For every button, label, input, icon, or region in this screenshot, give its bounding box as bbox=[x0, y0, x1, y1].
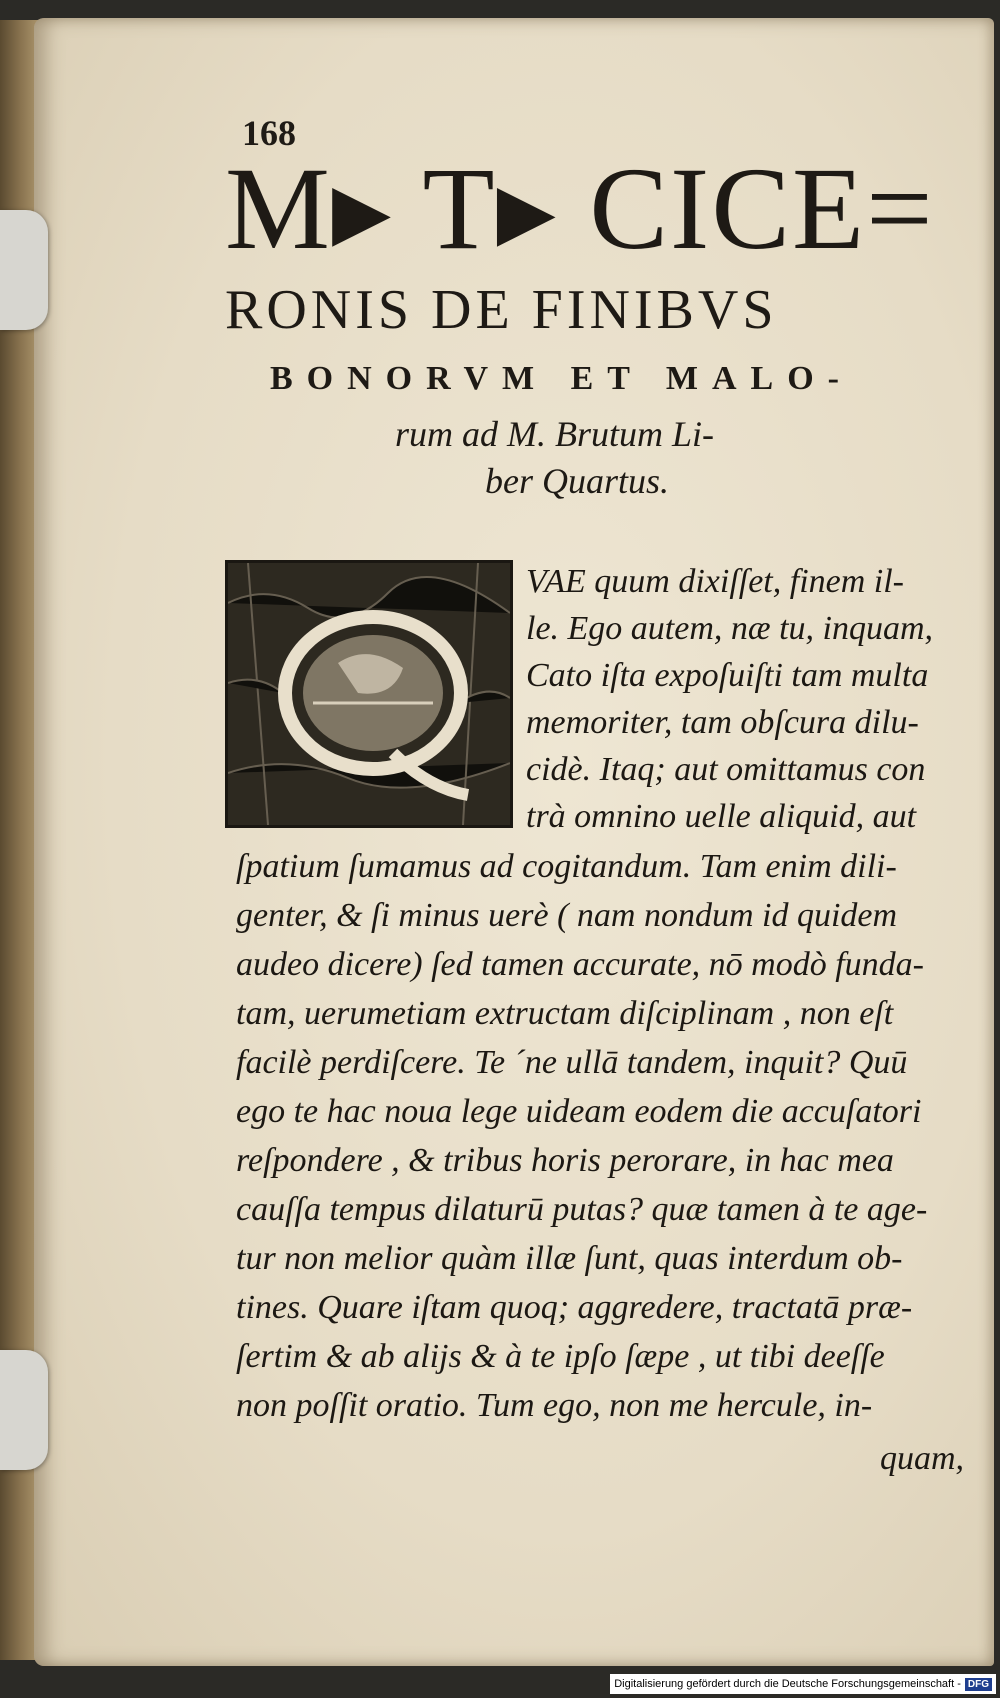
body-line: tam, uerumetiam extructam diſciplinam , non eſt bbox=[236, 995, 894, 1032]
body-line: ego te hac noua lege uideam eodem die accuſatori bbox=[236, 1093, 922, 1130]
page-tab-bottom bbox=[0, 1350, 48, 1470]
body-line: cidè. Itaq; aut omittamus con bbox=[526, 751, 926, 788]
body-line: memoriter, tam obſcura dilu- bbox=[526, 704, 919, 741]
body-line: trà omnino uelle aliquid, aut bbox=[526, 798, 917, 835]
body-line: reſpondere , & tribus horis perorare, in hac mea bbox=[236, 1142, 894, 1179]
catchword: quam, bbox=[880, 1440, 965, 1477]
body-line: audeo dicere) ſed tamen accurate, nō modò funda- bbox=[236, 946, 925, 983]
body-line: genter, & ſi minus uerè ( nam nondum id quidem bbox=[236, 897, 898, 934]
body-line: cauſſa tempus dilaturū putas? quæ tamen à te age- bbox=[236, 1191, 928, 1228]
woodcut-initial bbox=[225, 560, 513, 828]
title-line-4: rum ad M. Brutum Li- bbox=[395, 414, 715, 454]
body-line: facilè perdiſcere. Te ´ne ullā tandem, inquit? Quū bbox=[236, 1044, 908, 1081]
credit-text: Digitalisierung gefördert durch die Deutsche Forschungsgemeinschaft - bbox=[614, 1678, 961, 1690]
page-number: 168 bbox=[242, 113, 296, 153]
body-line: VAE quum dixiſſet, finem il- bbox=[526, 563, 905, 600]
page-tab-top bbox=[0, 210, 48, 330]
title-line-2: RONIS DE FINIBVS bbox=[225, 279, 778, 341]
title-line-1: M▸ T▸ CICE= bbox=[225, 143, 935, 274]
body-line: Cato iſta expoſuiſti tam multa bbox=[526, 657, 929, 694]
dfg-logo: DFG bbox=[965, 1678, 992, 1691]
body-line: le. Ego autem, næ tu, inquam, bbox=[526, 610, 934, 647]
body-line: tur non melior quàm illæ ſunt, quas interdum ob- bbox=[236, 1240, 903, 1277]
body-line: ſertim & ab alijs & à te ipſo ſæpe , ut tibi deeſſe bbox=[236, 1338, 885, 1375]
body-line: ſpatium ſumamus ad cogitandum. Tam enim dili- bbox=[236, 848, 897, 885]
title-line-5: ber Quartus. bbox=[485, 461, 670, 501]
body-line: tines. Quare iſtam quoq; aggredere, tractatā præ- bbox=[236, 1289, 913, 1326]
title-line-3: BONORVM ET MALO- bbox=[270, 360, 853, 397]
digitization-credit bbox=[610, 1674, 996, 1694]
body-line: non poſſit oratio. Tum ego, non me hercule, in- bbox=[236, 1387, 873, 1424]
